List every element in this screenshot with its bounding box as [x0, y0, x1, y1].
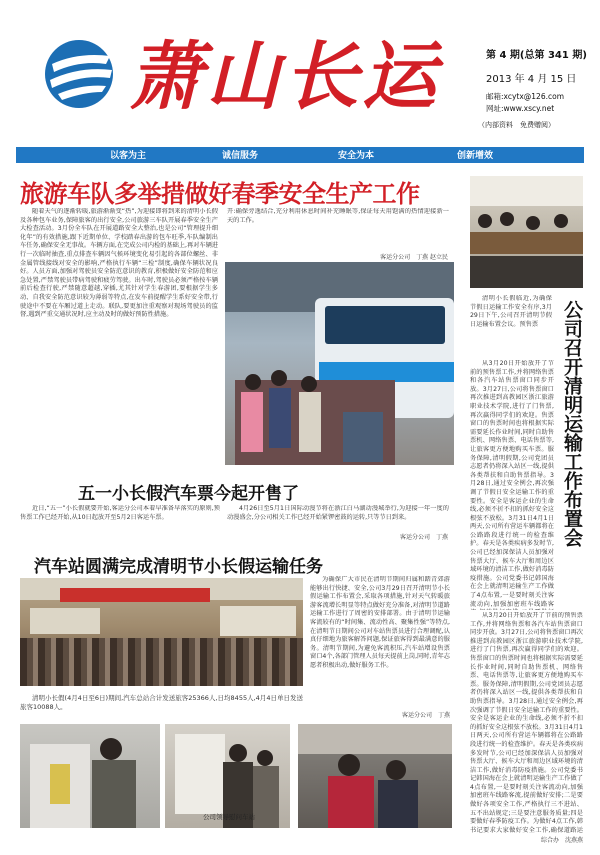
station-crowd-photo: [20, 578, 303, 686]
internal-notice: （内部资料 免费赠阅）: [478, 121, 555, 129]
bus-station-photo: [225, 262, 454, 465]
article3-headline: 汽车站圆满完成清明节小长假运输任务: [34, 557, 323, 577]
bottom-caption: 公司领导慰问车站: [203, 813, 255, 821]
sidebar-byline: 综合办 沈燕燕: [540, 837, 583, 844]
email-line: [486, 91, 564, 102]
article1-text-col1: 随着天气的逐渐转暖,旅游渐渐变“热”,为迎接即将到来的清明小长假及各种包车业务,保障旅客的出行安全,公司旅游三车队开展春季安全生产大检查活动。3月份全车队在开展道路安全大整治,也是公司“管理提升细化年”的有效措施,跟下近期单位、学校踏春出游的包车旺季,车队编制出车任务,确保安全无事故。车辆方面,在完成公司内检的基础上,再对车辆进行一次临时抽查,重点排查车辆因气候环境变化易引起的各部位螺丝、非金属管线接线对安全的影响,严格执行车辆“三检”制度,确保车辆状况良好。人员方面,加强对驾驶员安全防范意识的教育,积极做好安全防范和应急处置,严禁驾驶员带病驾驶和疲劳驾驶。出车时,驾驶员必须严格按车辆前后检查行驶,严禁随意超越,穿插,尤其针对学生春游团,要根据学生多动、自我安全防范意识较为薄弱等特点,在发车前提醒学生系好安全带,行驶途中不要在车厢过道上走动。联队,要更加注重观察对现场驾驶员的监督,遇到严重交通状况时,应主动及时的做好预防性措施。: [20, 208, 218, 319]
logo-icon: [40, 34, 118, 114]
nav-item-safety: 安全为本: [338, 151, 375, 161]
nav-item-customer: 以客为主: [110, 151, 147, 161]
nav-item-innovation: 创新增效: [457, 151, 494, 161]
email-address[interactable]: xcytx@126.com: [503, 92, 564, 101]
article3-photo-caption: 清明小长假(4月4日至6日)期间,汽车总站合计发送旅客25366人,日均8455人,4月4日单日发送旅客10088人。: [20, 694, 303, 711]
masthead: [0, 0, 600, 145]
nav-item-integrity: 诚信服务: [222, 151, 259, 161]
article1-text-col2: 开:确保旁逸结合,充分利用休息时间补充睡眠等,保证每天用饱满的热情迎接新一天的工作。: [227, 208, 449, 224]
leaders-visit-photo: [165, 724, 290, 828]
article3-byline: 客运分公司 丁燕: [401, 712, 450, 719]
article3-text: 为确保广大市民在清明节期间归属和踏青郊游能够出行快捷、安全,公司3月29日召开清明节小长假运输工作布置会,采取各项措施,针对天气转暖旅游客流增长明显等特点做好充分准备,对清明节道路运输工作进行了周密的安排部署。由于清明节运输客流较有的“时间集、流动性高、聚集性强”等特点,在清明节日期间公司对车站售票员进行合理调配,认真仔细地为旅客解答问题,保证旅客得到最满意的服务。清明节期间,为避免客流积压,汽车站增设售票窗口4个,各部门管理人员每天提前上岗,同时,青年志愿者积极出动,做好服务工作。: [310, 576, 450, 669]
issue-date: 2013 年 4 月 15 日: [486, 74, 577, 85]
meeting-photo: [470, 176, 583, 288]
email-label: 邮箱:: [486, 92, 504, 101]
sidebar-body-text: 从3月20日开始放开了节前的预售票工作,并将网络售票和各汽车站售票窗口同步开放。3月27日,公司将售票窗口再次推进到高教园区浙江旅游职业技术学院,进行了门售票,再次赢得同学们的欢迎。售票窗口的售票时间也将根据实际需要延长作业时间,同时自助售票机、网络售票、电话售票等,让旅客更方便地购买车票。服务保障,清明假期,公司党团员志愿者仍将深入站区一线,提供各类帮扶和自助售票指导。3月28日,通过安全例会,再次强调了节假日安全运输工作的重要性。安全是客运企业的生命线,必须不折不扣的抓好安全这根弦不放松。3月31日4月1日两天,公司所有营运车辆都将在公路路段进行统一的检查维护。春天是各类疾病多发时节,公司已经加深保洁人员加强对售票大厅、候车大厅和周边区域环境的清洁工作,做好消毒防疫措施。公司党委书记韩国海在会上就清明运输生产工作做了4点布置,一是要时刻关注客流动向,加强加密班车线路客: [470, 360, 554, 608]
sidebar-body-text-lower: 从3月20日开始放开了节前的预售票工作,并将网络售票和各汽车站售票窗口同步开放。3月27日,公司将售票窗口再次推进到高教园区浙江旅游职业技术学院,进行了门售票,再次赢得同学们的欢迎。售票窗口的售票时间也将根据实际需要延长作业时间,同时自助售票机、网络售票、电话售票等,让旅客更方便地购买车票。服务保障,清明假期,公司党团员志愿者仍将深入站区一线,提供各类帮扶和自助售票指导。3月28日,通过安全例会,再次强调了节假日安全运输工作的重要性。安全是客运企业的生命线,必须不折不扣的抓好安全这根弦不放松。3月31日4月1日两天,公司所有营运车辆都将在公路路段进行统一的检查维护。春天是各类疾病多发时节,公司已经加深保洁人员加强对售票大厅、候车大厅和周边区域环境的清洁工作,做好消毒防疫措施。公司党委书记韩国海在会上就清明运输生产工作做了4点布置,一是要时刻关注客流动向,加强加密班车线路客流,提前做好安排;二是要做好各项安全工作,严格执行三不进站、五不出站规定;三是要注意服务质量;四是要做好春季防疫工作。为做好4点工作,韩书记要求大家做好安全工作,确保道路运: [470, 612, 583, 834]
article2-text-left: 近日,“五一”小长假就要开始,客运分公司本着早准备早落实的原则,预售票工作已经开始,从10日起放开至5月2日客运车票。: [20, 505, 220, 521]
sidebar-vertical-headline: 公司召开清明运输工作布置会: [561, 300, 583, 547]
issue-number: 第 4 期(总第 341 期): [486, 50, 587, 61]
website-line: [486, 103, 554, 114]
article2-byline: 客运分公司 丁燕: [399, 534, 448, 541]
passenger-photo: [298, 724, 452, 828]
website-url[interactable]: www.xscy.net: [503, 104, 555, 113]
sidebar-intro-text: 清明小长假临近,为确保节假日运输工作安全有序,3月29日下午,公司召开清明节假日运输布置会议。预售票: [470, 295, 552, 328]
masthead-title: 萧山长运: [128, 34, 440, 120]
article1-headline: 旅游车队多举措做好春季安全生产工作: [20, 180, 420, 208]
nav-bar: [16, 147, 584, 163]
article2-text-right: 4月26日至5月1日国际动漫节将在浙江白马湖动漫城举行,为迎接一年一度的动漫盛会,分公司相关工作已经开始紧锣密鼓的运转,只等节日到来。: [227, 505, 449, 521]
article2-headline: 五一小长假汽车票今起开售了: [78, 484, 299, 504]
article1-byline: 客运分公司 丁燕 赵立民: [380, 254, 448, 261]
ticket-window-photo: [20, 724, 160, 828]
website-label: 网址:: [486, 104, 504, 113]
